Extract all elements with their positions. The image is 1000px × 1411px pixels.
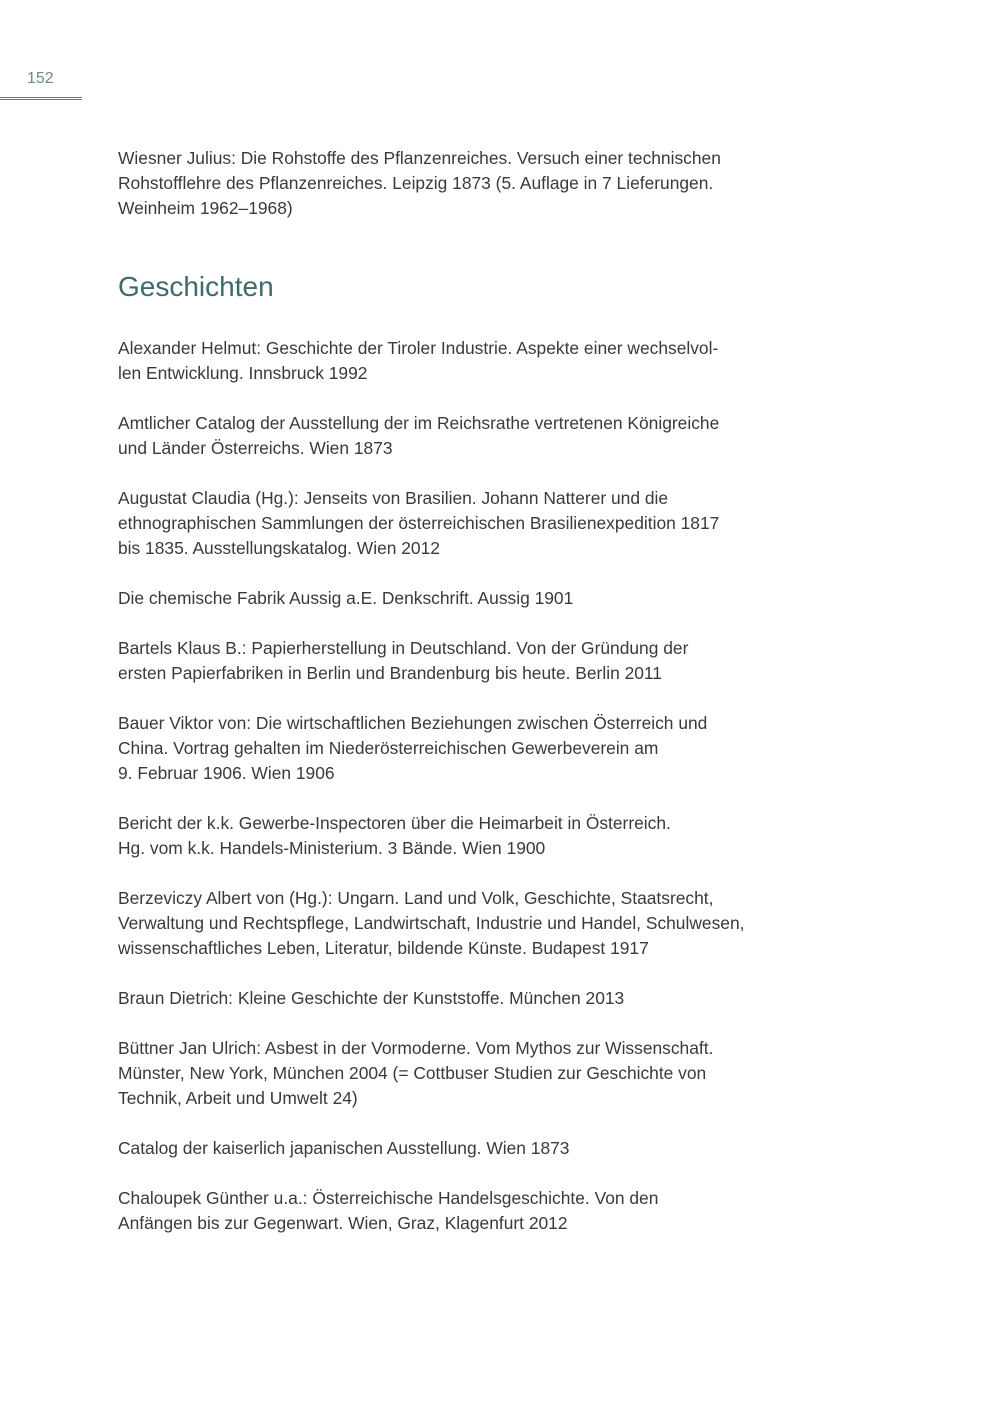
entry-line: len Entwicklung. Innsbruck 1992	[118, 363, 368, 383]
entry-line: Büttner Jan Ulrich: Asbest in der Vormoderne. Vom Mythos zur Wissenschaft.	[118, 1038, 714, 1058]
entry-line: ersten Papierfabriken in Berlin und Brandenburg bis heute. Berlin 2011	[118, 663, 662, 683]
entry-list	[118, 336, 798, 1236]
entry-line: wissenschaftliches Leben, Literatur, bildende Künste. Budapest 1917	[118, 938, 649, 958]
entry-line: Hg. vom k.k. Handels-Ministerium. 3 Bände. Wien 1900	[118, 838, 546, 858]
entry-line: und Länder Österreichs. Wien 1873	[118, 438, 393, 458]
entry-line: Rohstofflehre des Pflanzenreiches. Leipzig 1873 (5. Auflage in 7 Lieferungen.	[118, 173, 714, 193]
entry-line: ethnographischen Sammlungen der österreichischen Brasilienexpedition 1817	[118, 513, 720, 533]
bibliography-entry	[118, 711, 798, 786]
entry-line: Berzeviczy Albert von (Hg.): Ungarn. Land und Volk, Geschichte, Staatsrecht,	[118, 888, 714, 908]
entry-line: Die chemische Fabrik Aussig a.E. Denkschrift. Aussig 1901	[118, 588, 574, 608]
section-title: Geschichten	[118, 271, 274, 302]
entry-line: Wiesner Julius: Die Rohstoffe des Pflanzenreiches. Versuch einer technischen	[118, 148, 721, 168]
bibliography-entry	[118, 1036, 798, 1111]
bibliography-entry	[118, 886, 798, 961]
entry-line: Anfängen bis zur Gegenwart. Wien, Graz, Klagenfurt 2012	[118, 1213, 568, 1233]
entry-line: Augustat Claudia (Hg.): Jenseits von Brasilien. Johann Natterer und die	[118, 488, 669, 508]
entry-line: Amtlicher Catalog der Ausstellung der im Reichsrathe vertretenen Königreiche	[118, 413, 720, 433]
entry-line: Chaloupek Günther u.a.: Österreichische Handelsgeschichte. Von den	[118, 1188, 659, 1208]
entry-line: China. Vortrag gehalten im Niederösterreichischen Gewerbeverein am	[118, 738, 659, 758]
entry-line: Bartels Klaus B.: Papierherstellung in Deutschland. Von der Gründung der	[118, 638, 689, 658]
entry-line: Catalog der kaiserlich japanischen Ausstellung. Wien 1873	[118, 1138, 570, 1158]
bibliography	[118, 146, 798, 1261]
bibliography-entry	[118, 411, 798, 461]
entry-line: Verwaltung und Rechtspflege, Landwirtschaft, Industrie und Handel, Schulwesen,	[118, 913, 745, 933]
bibliography-entry	[118, 1136, 798, 1161]
entry-line: bis 1835. Ausstellungskatalog. Wien 2012	[118, 538, 440, 558]
bibliography-entry	[118, 336, 798, 386]
bibliography-entry	[118, 811, 798, 861]
page-number: 152	[27, 70, 54, 87]
entry-line: Münster, New York, München 2004 (= Cottbuser Studien zur Geschichte von	[118, 1063, 707, 1083]
bibliography-entry	[118, 1186, 798, 1236]
entry-line: Bauer Viktor von: Die wirtschaftlichen Beziehungen zwischen Österreich und	[118, 713, 708, 733]
bibliography-entry	[118, 586, 798, 611]
bibliography-entry	[118, 986, 798, 1011]
entry-line: 9. Februar 1906. Wien 1906	[118, 763, 335, 783]
bibliography-entry	[118, 636, 798, 686]
entry-line: Weinheim 1962–1968)	[118, 198, 293, 218]
entry-line: Bericht der k.k. Gewerbe-Inspectoren über die Heimarbeit in Österreich.	[118, 813, 671, 833]
bibliography-entry	[118, 146, 798, 221]
bibliography-entry	[118, 486, 798, 561]
entry-line: Braun Dietrich: Kleine Geschichte der Kunststoffe. München 2013	[118, 988, 625, 1008]
entry-line: Technik, Arbeit und Umwelt 24)	[118, 1088, 358, 1108]
entry-line: Alexander Helmut: Geschichte der Tiroler Industrie. Aspekte einer wechselvol-	[118, 338, 719, 358]
header-rule	[0, 97, 82, 100]
